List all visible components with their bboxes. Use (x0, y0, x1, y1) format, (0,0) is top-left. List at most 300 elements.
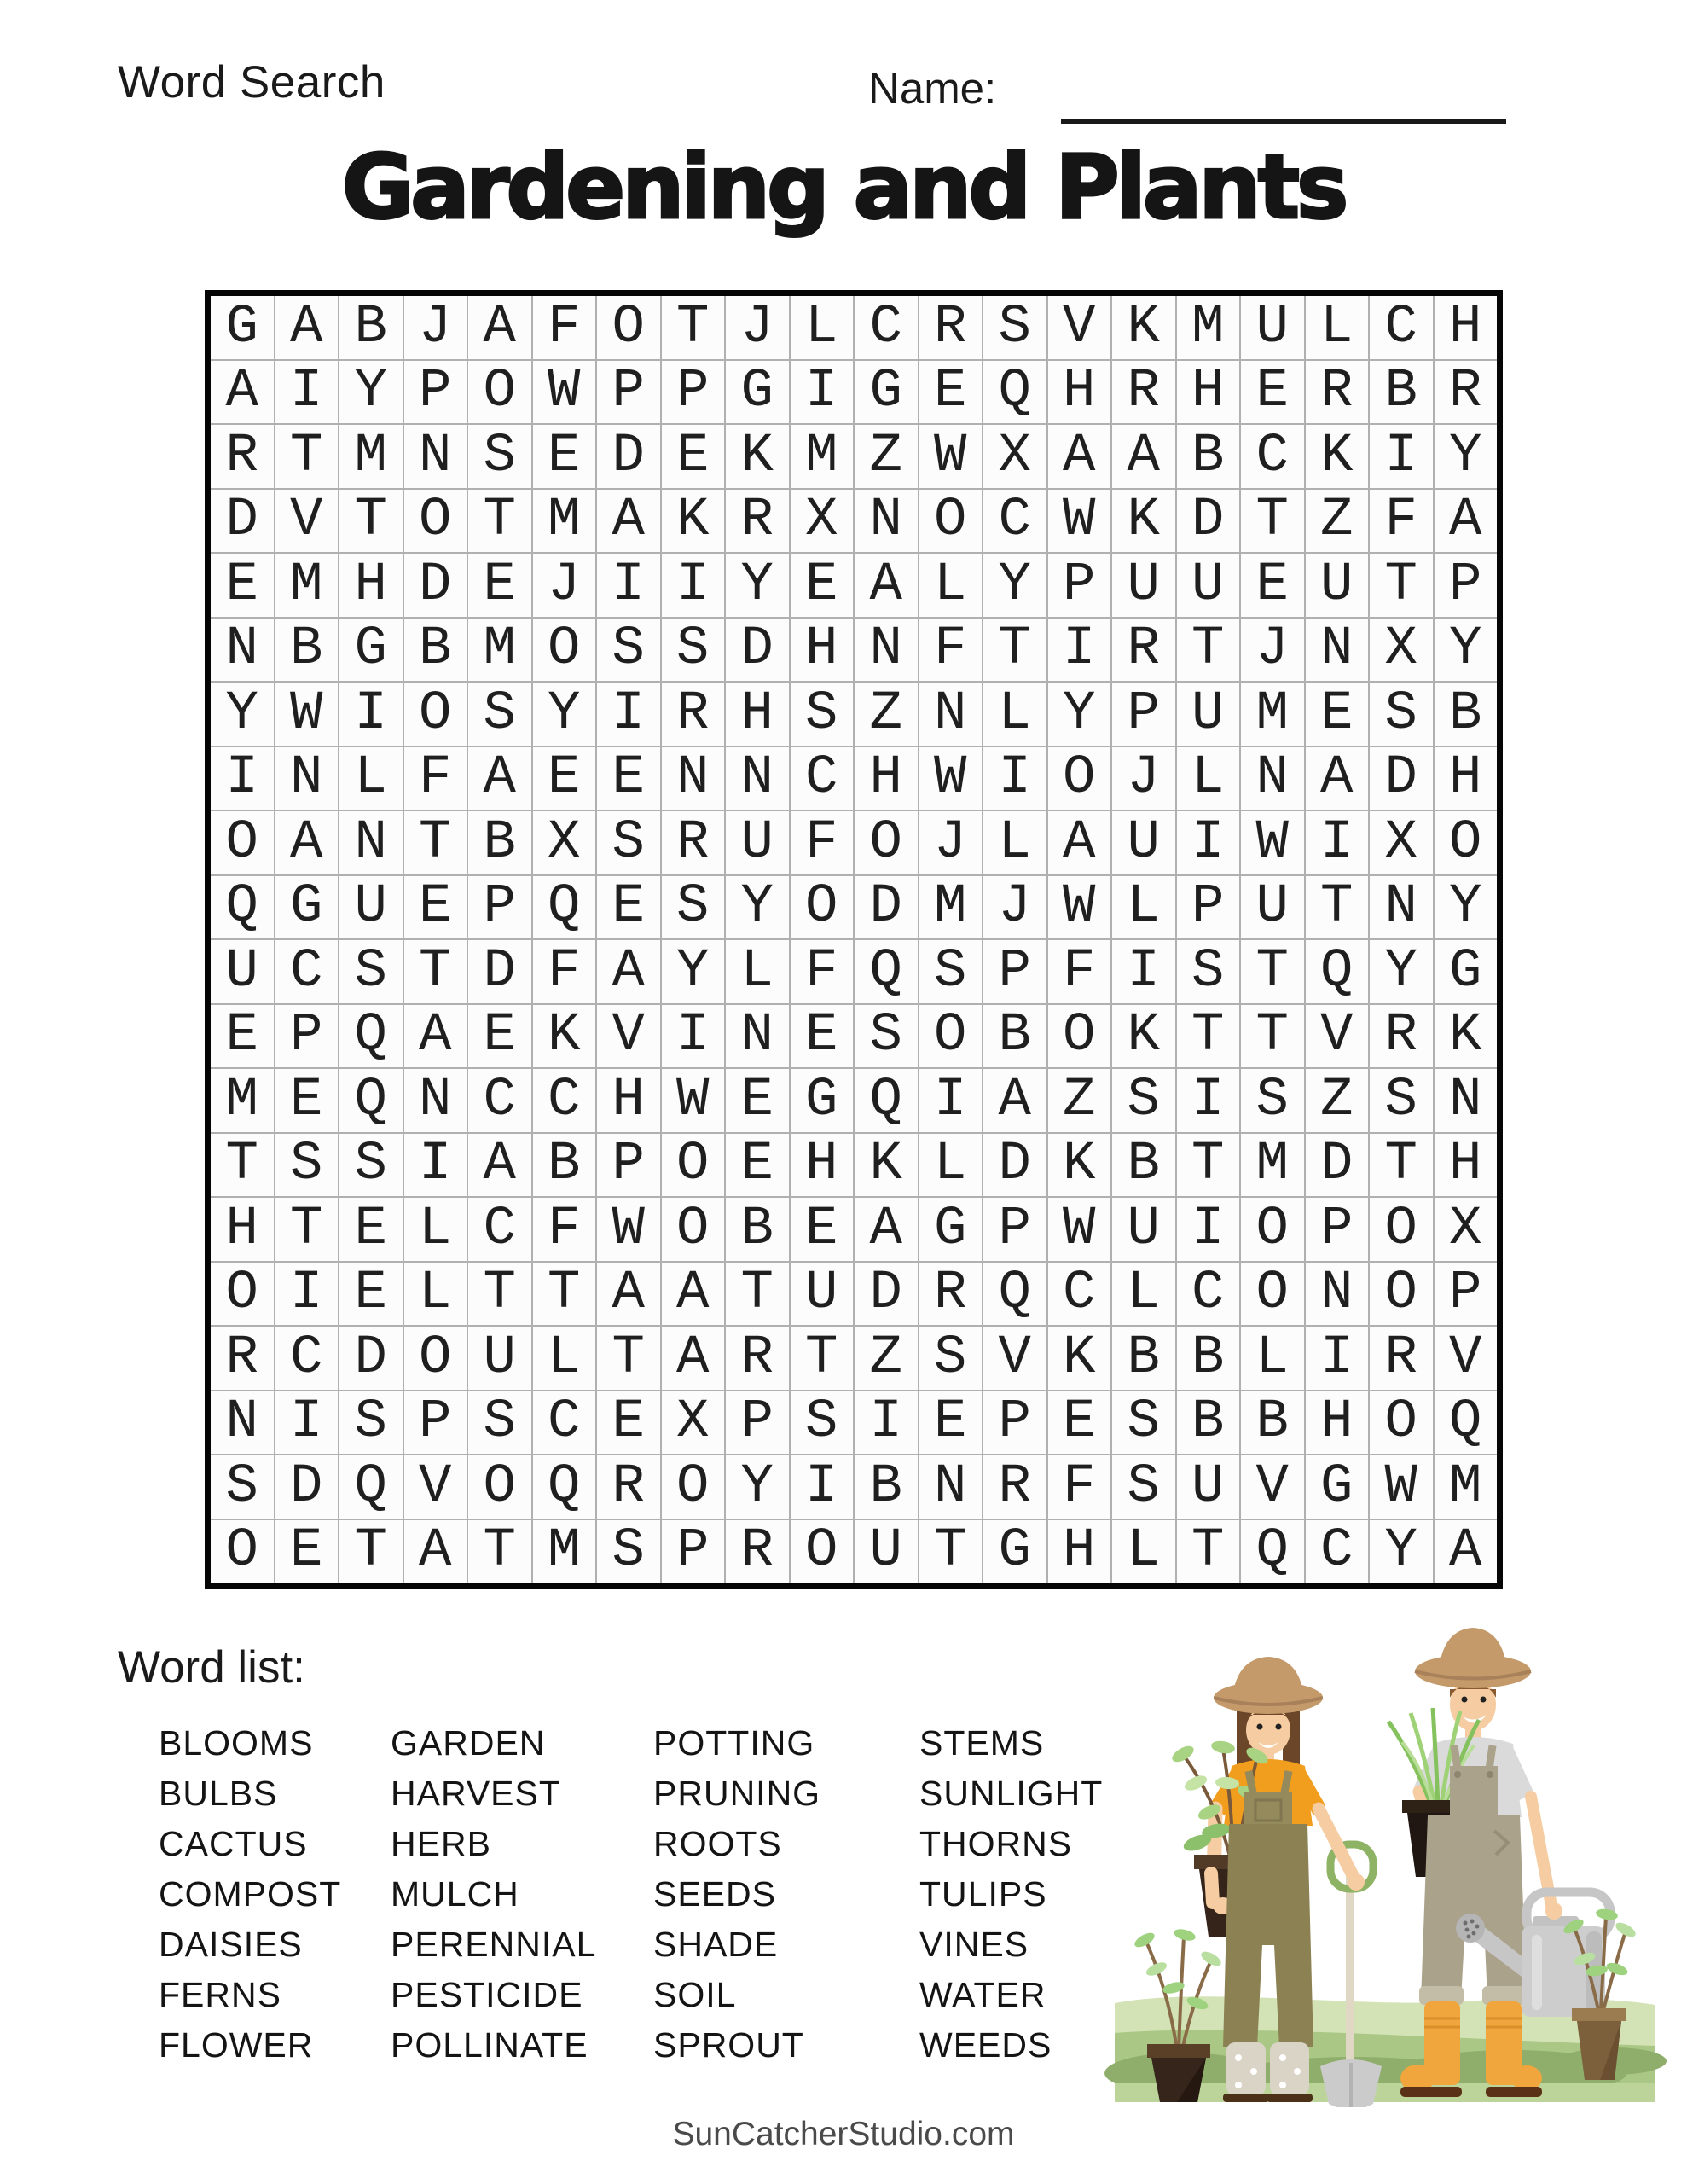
grid-cell: H (1306, 1391, 1369, 1455)
grid-cell: Q (339, 1455, 403, 1519)
grid-cell: B (1177, 1327, 1240, 1390)
word-item: SHADE (653, 1925, 779, 1964)
grid-cell: O (468, 361, 531, 424)
grid-cell: T (468, 1520, 531, 1583)
grid-cell: O (1048, 747, 1111, 810)
grid-cell: H (791, 1134, 854, 1197)
grid-cell: O (597, 296, 660, 359)
grid-cell: J (404, 296, 467, 359)
grid-cell: U (1177, 554, 1240, 617)
grid-cell: O (404, 490, 467, 553)
grid-cell: C (468, 1069, 531, 1132)
grid-cell: S (919, 940, 983, 1003)
grid-cell: M (1241, 1134, 1304, 1197)
word-item: FLOWER (159, 2025, 314, 2065)
grid-cell: Z (1306, 490, 1369, 553)
grid-cell: H (726, 682, 789, 746)
grid-cell: P (983, 940, 1046, 1003)
grid-cell: N (726, 747, 789, 810)
grid-cell: S (468, 425, 531, 488)
grid-cell: Y (1435, 876, 1498, 939)
grid-cell: P (983, 1198, 1046, 1261)
grid-cell: B (339, 296, 403, 359)
grid-cell: K (1435, 1005, 1498, 1068)
grid-cell: L (726, 940, 789, 1003)
grid-cell: T (275, 425, 339, 488)
grid-cell: R (726, 1327, 789, 1390)
grid-cell: A (597, 490, 660, 553)
grid-cell: E (1048, 1391, 1111, 1455)
word-item: CACTUS (159, 1824, 308, 1863)
grid-cell: B (468, 811, 531, 874)
grid-cell: B (275, 619, 339, 682)
grid-cell: W (1048, 1198, 1111, 1261)
grid-cell: Y (1048, 682, 1111, 746)
grid-cell: T (1241, 1005, 1304, 1068)
grid-cell: T (1177, 1005, 1240, 1068)
grid-cell: Q (1241, 1520, 1304, 1583)
grid-cell: T (211, 1134, 274, 1197)
grid-cell: Y (662, 940, 725, 1003)
grid-cell: P (275, 1005, 339, 1068)
word-item: SUNLIGHT (919, 1774, 1104, 1813)
grid-cell: P (597, 361, 660, 424)
word-item: COMPOST (159, 1874, 342, 1914)
grid-cell: R (211, 425, 274, 488)
grid-cell: V (597, 1005, 660, 1068)
grid-cell: P (983, 1391, 1046, 1455)
grid-cell: A (1112, 425, 1175, 488)
grid-cell: Y (726, 554, 789, 617)
grid-cell: B (1435, 682, 1498, 746)
grid-cell: E (1241, 554, 1304, 617)
grid-cell: I (1112, 940, 1175, 1003)
grid-cell: X (662, 1391, 725, 1455)
grid-cell: E (275, 1069, 339, 1132)
grid-cell: R (1112, 619, 1175, 682)
grid-cell: L (919, 554, 983, 617)
grid-cell: K (662, 490, 725, 553)
grid-cell: U (1112, 1198, 1175, 1261)
grid-cell: E (404, 876, 467, 939)
grid-cell: Q (1435, 1391, 1498, 1455)
grid-cell: W (597, 1198, 660, 1261)
grid-cell: U (1306, 554, 1369, 617)
grid-cell: Y (726, 1455, 789, 1519)
grid-cell: Y (1435, 425, 1498, 488)
grid-cell: C (855, 296, 918, 359)
grid-cell: S (1370, 682, 1433, 746)
word-item: PRUNING (653, 1774, 821, 1813)
grid-cell: L (1177, 747, 1240, 810)
grid-cell: S (662, 876, 725, 939)
grid-cell: B (983, 1005, 1046, 1068)
grid-cell: I (1177, 811, 1240, 874)
grid-cell: V (1241, 1455, 1304, 1519)
grid-cell: F (533, 1198, 596, 1261)
grid-cell: T (1370, 1134, 1433, 1197)
grid-cell: Q (855, 940, 918, 1003)
grid-cell: N (855, 490, 918, 553)
grid-cell: P (662, 1520, 725, 1583)
grid-cell: M (1435, 1455, 1498, 1519)
grid-cell: T (597, 1327, 660, 1390)
grid-cell: H (211, 1198, 274, 1261)
grid-cell: M (919, 876, 983, 939)
grid-cell: N (726, 1005, 789, 1068)
name-blank-line (1061, 119, 1506, 124)
grid-cell: O (1048, 1005, 1111, 1068)
grid-cell: E (919, 361, 983, 424)
grid-cell: T (791, 1327, 854, 1390)
grid-cell: W (275, 682, 339, 746)
grid-cell: M (211, 1069, 274, 1132)
grid-cell: Y (726, 876, 789, 939)
grid-cell: I (597, 682, 660, 746)
grid-cell: I (1048, 619, 1111, 682)
grid-cell: L (791, 296, 854, 359)
grid-cell: W (919, 747, 983, 810)
word-item: POTTING (653, 1723, 815, 1763)
word-list-heading: Word list: (118, 1642, 305, 1693)
grid-cell: F (1048, 940, 1111, 1003)
grid-cell: G (983, 1520, 1046, 1583)
grid-cell: P (1435, 554, 1498, 617)
grid-cell: P (1177, 876, 1240, 939)
grid-cell: I (404, 1134, 467, 1197)
grid-cell: C (468, 1198, 531, 1261)
grid-cell: K (1306, 425, 1369, 488)
grid-cell: D (339, 1327, 403, 1390)
word-item: WEEDS (919, 2025, 1052, 2065)
grid-cell: O (1241, 1198, 1304, 1261)
grid-cell: O (1370, 1263, 1433, 1326)
grid-cell: E (791, 1005, 854, 1068)
grid-cell: S (339, 940, 403, 1003)
grid-cell: A (1048, 425, 1111, 488)
grid-cell: E (533, 747, 596, 810)
grid-cell: I (855, 1391, 918, 1455)
grid-cell: G (791, 1069, 854, 1132)
grid-cell: U (1112, 554, 1175, 617)
grid-cell: B (533, 1134, 596, 1197)
grid-cell: R (211, 1327, 274, 1390)
grid-cell: U (1112, 811, 1175, 874)
grid-cell: L (1112, 1263, 1175, 1326)
word-item: HARVEST (391, 1774, 561, 1813)
grid-cell: I (1370, 425, 1433, 488)
grid-cell: E (1306, 682, 1369, 746)
grid-cell: T (275, 1198, 339, 1261)
grid-cell: Q (339, 1005, 403, 1068)
grid-cell: P (1306, 1198, 1369, 1261)
grid-cell: T (404, 811, 467, 874)
grid-cell: R (919, 1263, 983, 1326)
grid-cell: Y (211, 682, 274, 746)
grid-cell: J (919, 811, 983, 874)
grid-cell: S (791, 1391, 854, 1455)
grid-cell: T (1177, 1134, 1240, 1197)
grid-cell: L (404, 1198, 467, 1261)
puzzle-grid (205, 290, 1503, 1589)
grid-cell: A (275, 811, 339, 874)
grid-cell: W (1048, 490, 1111, 553)
grid-cell: E (726, 1134, 789, 1197)
grid-cell: A (597, 1263, 660, 1326)
word-item: BULBS (159, 1774, 278, 1813)
grid-cell: S (919, 1327, 983, 1390)
grid-cell: S (275, 1134, 339, 1197)
grid-cell: O (919, 490, 983, 553)
grid-cell: U (1241, 876, 1304, 939)
grid-cell: U (1177, 1455, 1240, 1519)
grid-cell: D (1306, 1134, 1369, 1197)
grid-cell: I (1177, 1069, 1240, 1132)
grid-cell: Z (855, 425, 918, 488)
grid-cell: X (1370, 619, 1433, 682)
grid-cell: U (1241, 296, 1304, 359)
grid-cell: V (1048, 296, 1111, 359)
grid-cell: D (404, 554, 467, 617)
grid-cell: L (1306, 296, 1369, 359)
grid-cell: Y (1370, 940, 1433, 1003)
grid-cell: E (791, 554, 854, 617)
grid-cell: N (1370, 876, 1433, 939)
grid-cell: P (404, 361, 467, 424)
grid-cell: A (597, 940, 660, 1003)
grid-cell: E (597, 747, 660, 810)
word-item: POLLINATE (391, 2025, 588, 2065)
grid-cell: O (1241, 1263, 1304, 1326)
grid-cell: S (1112, 1455, 1175, 1519)
grid-cell: L (1112, 876, 1175, 939)
grid-cell: J (1241, 619, 1304, 682)
grid-cell: E (662, 425, 725, 488)
grid-cell: L (1112, 1520, 1175, 1583)
grid-cell: E (339, 1263, 403, 1326)
grid-cell: U (855, 1520, 918, 1583)
grid-cell: S (1241, 1069, 1304, 1132)
grid-cell: R (726, 1520, 789, 1583)
grid-cell: D (1370, 747, 1433, 810)
grid-cell: F (1048, 1455, 1111, 1519)
grid-cell: S (1112, 1069, 1175, 1132)
grid-cell: E (597, 876, 660, 939)
grid-cell: A (1435, 1520, 1498, 1583)
grid-cell: L (919, 1134, 983, 1197)
grid-cell: G (1435, 940, 1498, 1003)
grid-cell: I (983, 747, 1046, 810)
grid-cell: V (275, 490, 339, 553)
grid-cell: T (1306, 876, 1369, 939)
grid-cell: L (983, 682, 1046, 746)
grid-cell: I (791, 361, 854, 424)
grid-cell: E (468, 1005, 531, 1068)
grid-cell: I (275, 1391, 339, 1455)
grid-cell: M (791, 425, 854, 488)
grid-cell: Z (855, 682, 918, 746)
grid-cell: B (1177, 1391, 1240, 1455)
word-list-column (919, 1718, 1103, 2071)
word-item: VINES (919, 1925, 1029, 1964)
grid-cell: T (1241, 940, 1304, 1003)
grid-cell: S (1112, 1391, 1175, 1455)
grid-cell: M (1177, 296, 1240, 359)
word-item: MULCH (391, 1874, 519, 1914)
word-item: HERB (391, 1824, 491, 1863)
grid-cell: K (1112, 490, 1175, 553)
grid-cell: S (1177, 940, 1240, 1003)
grid-cell: L (404, 1263, 467, 1326)
grid-cell: S (983, 296, 1046, 359)
grid-cell: R (1370, 1327, 1433, 1390)
grid-cell: R (662, 682, 725, 746)
grid-cell: G (1306, 1455, 1369, 1519)
grid-cell: X (1370, 811, 1433, 874)
word-item: GARDEN (391, 1723, 546, 1763)
grid-cell: N (404, 425, 467, 488)
grid-cell: U (726, 811, 789, 874)
grid-cell: E (211, 1005, 274, 1068)
word-list-column (159, 1718, 341, 2071)
word-item: STEMS (919, 1723, 1045, 1763)
grid-cell: T (468, 1263, 531, 1326)
grid-cell: A (468, 296, 531, 359)
grid-cell: E (791, 1198, 854, 1261)
grid-cell: V (1306, 1005, 1369, 1068)
grid-cell: N (211, 1391, 274, 1455)
grid-cell: I (211, 747, 274, 810)
grid-cell: V (983, 1327, 1046, 1390)
grid-cell: A (275, 296, 339, 359)
grid-cell: C (791, 747, 854, 810)
grid-cell: Z (855, 1327, 918, 1390)
grid-cell: I (791, 1455, 854, 1519)
grid-cell: D (468, 940, 531, 1003)
grid-cell: C (983, 490, 1046, 553)
grid-cell: B (1177, 425, 1240, 488)
grid-cell: S (791, 682, 854, 746)
grid-cell: Z (1306, 1069, 1369, 1132)
grid-cell: N (662, 747, 725, 810)
grid-cell: I (1306, 1327, 1369, 1390)
word-item: WATER (919, 1975, 1046, 2014)
grid-cell: R (662, 811, 725, 874)
grid-cell: O (1370, 1198, 1433, 1261)
grid-cell: T (533, 1263, 596, 1326)
puzzle-title: Gardening and Plants (341, 136, 1346, 239)
grid-cell: Q (533, 876, 596, 939)
grid-cell: R (1435, 361, 1498, 424)
grid-cell: D (1177, 490, 1240, 553)
grid-cell: D (855, 1263, 918, 1326)
grid-cell: W (919, 425, 983, 488)
grid-cell: A (855, 1198, 918, 1261)
word-list-column (391, 1718, 596, 2071)
grid-cell: A (662, 1327, 725, 1390)
grid-cell: Q (533, 1455, 596, 1519)
grid-cell: S (339, 1134, 403, 1197)
grid-cell: U (339, 876, 403, 939)
grid-cell: K (726, 425, 789, 488)
grid-cell: O (919, 1005, 983, 1068)
grid-cell: E (339, 1198, 403, 1261)
grid-cell: T (662, 296, 725, 359)
grid-cell: A (211, 361, 274, 424)
grid-cell: D (275, 1455, 339, 1519)
grid-cell: B (1112, 1327, 1175, 1390)
grid-cell: P (726, 1391, 789, 1455)
grid-cell: O (404, 682, 467, 746)
word-item: ROOTS (653, 1824, 782, 1863)
grid-cell: X (533, 811, 596, 874)
grid-cell: X (1435, 1198, 1498, 1261)
grid-cell: O (855, 811, 918, 874)
grid-cell: S (597, 1520, 660, 1583)
grid-cell: E (533, 425, 596, 488)
grid-cell: M (468, 619, 531, 682)
grid-cell: O (211, 1263, 274, 1326)
grid-cell: O (211, 811, 274, 874)
grid-cell: D (597, 425, 660, 488)
grid-cell: Y (983, 554, 1046, 617)
grid-cell: H (1048, 1520, 1111, 1583)
grid-cell: E (919, 1391, 983, 1455)
grid-cell: N (1306, 619, 1369, 682)
grid-cell: M (533, 490, 596, 553)
grid-cell: S (1370, 1069, 1433, 1132)
grid-cell: A (468, 747, 531, 810)
grid-cell: A (404, 1520, 467, 1583)
grid-cell: P (404, 1391, 467, 1455)
grid-cell: O (533, 619, 596, 682)
grid-cell: R (726, 490, 789, 553)
grid-cell: E (597, 1391, 660, 1455)
grid-cell: I (597, 554, 660, 617)
grid-cell: O (791, 1520, 854, 1583)
grid-cell: N (855, 619, 918, 682)
grid-cell: O (1435, 811, 1498, 874)
grid-cell: Y (1370, 1520, 1433, 1583)
grid-cell: P (1435, 1263, 1498, 1326)
gardeners-illustration (1102, 1602, 1687, 2107)
grid-cell: Q (855, 1069, 918, 1132)
grid-cell: I (339, 682, 403, 746)
grid-cell: P (662, 361, 725, 424)
grid-cell: O (662, 1134, 725, 1197)
grid-cell: O (404, 1327, 467, 1390)
grid-cell: O (468, 1455, 531, 1519)
grid-cell: D (726, 619, 789, 682)
grid-cell: I (1177, 1198, 1240, 1261)
grid-cell: C (533, 1391, 596, 1455)
grid-cell: I (662, 1005, 725, 1068)
grid-cell: L (533, 1327, 596, 1390)
grid-cell: G (211, 296, 274, 359)
grid-cell: B (1241, 1391, 1304, 1455)
grid-cell: Q (1306, 940, 1369, 1003)
grid-cell: I (919, 1069, 983, 1132)
grid-cell: T (983, 619, 1046, 682)
grid-cell: W (1048, 876, 1111, 939)
grid-cell: Y (1435, 619, 1498, 682)
grid-cell: T (404, 940, 467, 1003)
grid-cell: G (726, 361, 789, 424)
grid-cell: K (855, 1134, 918, 1197)
grid-cell: T (468, 490, 531, 553)
grid-cell: E (726, 1069, 789, 1132)
grid-cell: B (726, 1198, 789, 1261)
